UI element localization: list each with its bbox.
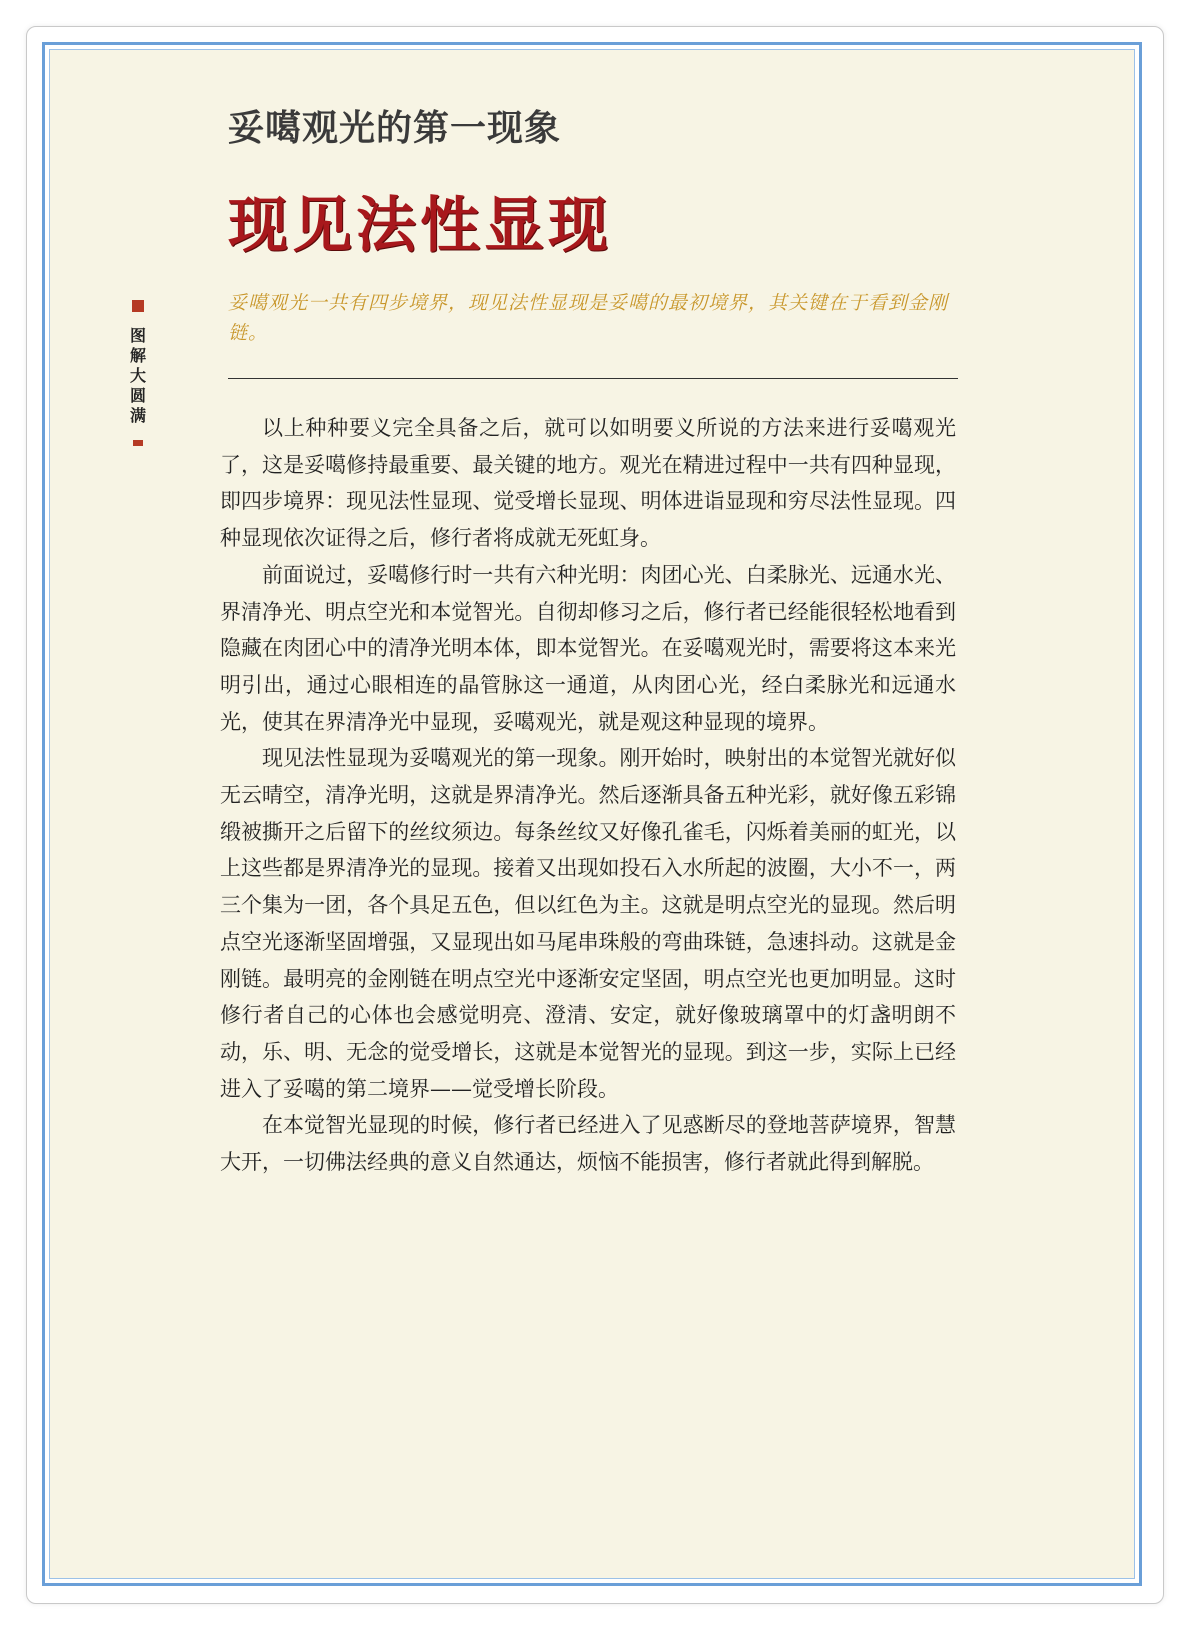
side-label-text: 图解大圆满 [129, 326, 146, 425]
divider [228, 378, 958, 379]
paragraph: 以上种种要义完全具备之后，就可以如明要义所说的方法来进行妥噶观光了，这是妥噶修持最重要、最关键的地方。观光在精进过程中一共有四种显现，即四步境界：现见法性显现、觉受增长显现、明体进诣显现和穷尽法性显现。四种显现依次证得之后，修行者将成就无死虹身。 [220, 416, 956, 551]
seal-mark-icon [133, 440, 143, 446]
intro-text: 妥噶观光一共有四步境界，现见法性显现是妥噶的最初境界，其关键在于看到金刚链。 [228, 292, 949, 344]
seal-mark-icon [132, 300, 144, 312]
body-text [220, 410, 956, 1181]
section-kicker: 妥噶观光的第一现象 [228, 107, 562, 148]
side-label [128, 300, 148, 446]
paragraph: 在本觉智光显现的时候，修行者已经进入了见惑断尽的登地菩萨境界，智慧大开，一切佛法经典的意义自然通达，烦恼不能损害，修行者就此得到解脱。 [220, 1113, 956, 1175]
paragraph: 前面说过，妥噶修行时一共有六种光明：肉团心光、白柔脉光、远通水光、界清净光、明点空光和本觉智光。自彻却修习之后，修行者已经能很轻松地看到隐藏在肉团心中的清净光明本体，即本觉智光。在妥噶观光时，需要将这本来光明引出，通过心眼相连的晶管脉这一通道，从肉团心光，经白柔脉光和远通水光，使其在界清净光中显现，妥噶观光，就是观这种显现的境界。 [220, 562, 956, 734]
page-title: 现见法性显现 [228, 191, 612, 261]
paragraph: 现见法性显现为妥噶观光的第一现象。刚开始时，映射出的本觉智光就好似无云晴空，清净光明，这就是界清净光。然后逐渐具备五种光彩，就好像五彩锦缎被撕开之后留下的丝纹须边。每条丝纹又好像孔雀毛，闪烁着美丽的虹光，以上这些都是界清净光的显现。接着又出现如投石入水所起的波圈，大小不一，两三个集为一团，各个具足五色，但以红色为主。这就是明点空光的显现。然后明点空光逐渐坚固增强，又显现出如马尾串珠般的弯曲珠链，急速抖动。这就是金刚链。最明亮的金刚链在明点空光中逐渐安定坚固，明点空光也更加明显。这时修行者自己的心体也会感觉明亮、澄清、安定，就好像玻璃罩中的灯盏明朗不动，乐、明、无念的觉受增长，这就是本觉智光的显现。到这一步，实际上已经进入了妥噶的第二境界——觉受增长阶段。 [220, 746, 956, 1101]
